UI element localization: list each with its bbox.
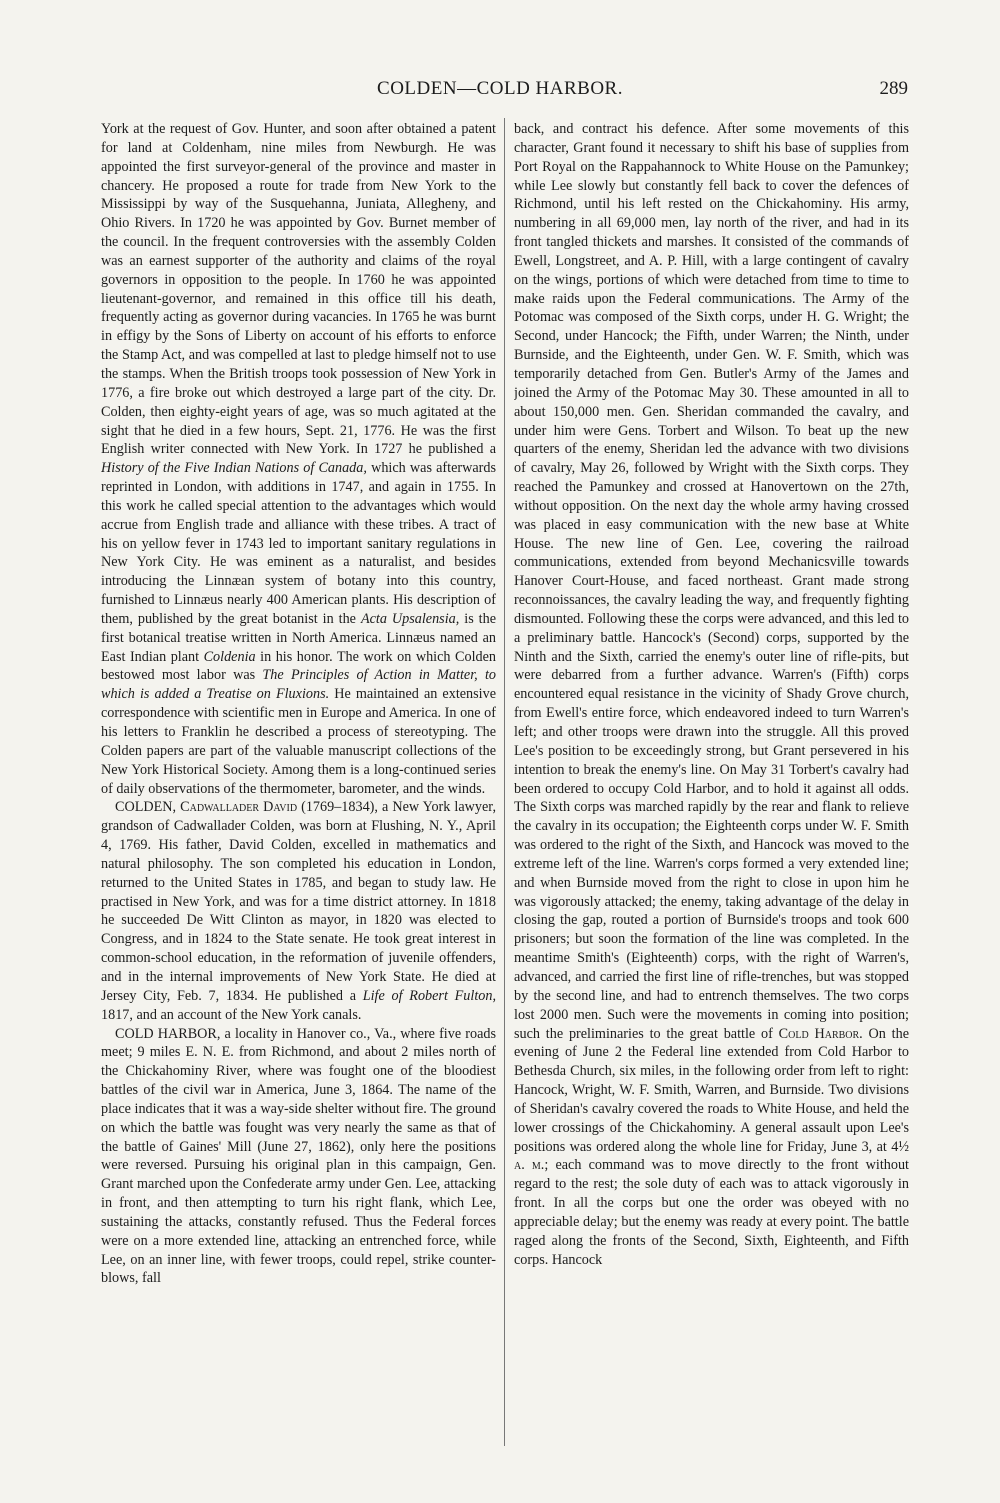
paragraph-text: back, and contract his defence. After some movements of this character, Grant found it necessary to shift his base of supplies from Port Royal on the Rappahannock to White House on the Pamunkey; while Lee slowly but constantly fell back to cover the defences of Richmond, until his left rested on the Chickahominy. His army, numbering in all 69,000 men, lay north of the river, and had in its front tangled thickets and marshes. It consisted of the commands of Ewell, Longstreet, and A. P. Hill, with a large contingent of cavalry on the wings, portions of which were detached from time to time to make raids upon the Federal communications. The Army of the Potomac was composed of the Sixth corps, under H. G. Wright; the Second, under Hancock; the Fifth, under Warren; the Ninth, under Burnside, and the Eighteenth, under Gen. W. F. Smith, which was temporarily detached from Gen. Butler's Army of the James and joined the Army of the Potomac May 30. These amounted in all to about 150,000 men. Gen. Sheridan commanded the cavalry, and under him were Gens. Torbert and Wilson. To beat up the new quarters of the enemy, Sheridan led the advance with two divisions of cavalry, May 26, followed by Wright with the Sixth corps. They reached the Pamunkey and crossed at Hanovertown on the 27th, without opposition. On the next day the whole army having crossed was placed in easy communication with the new base at White House. The new line of Gen. Lee, covering the railroad communications, extended from beyond Mechanicsville towards Hanover Court-House, and faced northeast. Grant made strong reconnoissances, the cavalry leading the way, and frequently fighting dismounted. Following these the corps were advanced, and this led to a preliminary battle. Hancock's (Second) corps, supported by the Ninth and the Sixth, carried the enemy's outer line of rifle-pits, but were debarred from a further advance. Warren's (Fifth) corps encountered equal resistance in the vicinity of Shady Grove church, from Ewell's entire force, which endeavored indeed to turn Warren's left; and other troops were drawn into the struggle. All this proved Lee's position to be exceedingly strong, but Grant persevered in his intention to break the enemy's line. On May 31 Torbert's cavalry had been ordered to occupy Cold Harbor, and to hold it against all odds. The Sixth corps was marched rapidly by the rear and flank to relieve the cavalry in its occupation; the Eighteenth corps under W. F. Smith was ordered to the right of the Sixth, and Hancock was moved to the extreme left of the line. Warren's corps formed a very extended line; and when Burnside moved from the right to close in upon him he was vigorously attacked; the enemy, taking advantage of the delay in closing the gap, routed a portion of Burnside's troops and took 600 prisoners; but soon the formation of the line was completed. In the meantime Smith's (Eighteenth) corps, with the right of Warren's, advanced, and carried the first line of rifle-trenches, but was stopped by the second line, and had to entrench themselves. The two corps lost 2000 men. Such were the movements in coming into position; such the preliminaries to the great battle of <box>514 121 909 1042</box>
time-abbreviation: a. m. <box>514 1157 545 1174</box>
right-column <box>514 120 909 1445</box>
left-column <box>101 120 496 1445</box>
paragraph-text: is the first botanical treatise written in North America. Linnæus named an East Indian plant <box>101 610 496 665</box>
paragraph-text: ; each command was to move directly to the front without regard to the rest; the sole duty of each was to attack vigorously in front. In all the corps but one the order was obeyed with no appreciable delay; but the enemy was ready at every point. The battle raged along the fronts of the Second, Sixth, Eighteenth, and Fifth corps. Hancock <box>514 1157 909 1268</box>
page-title: COLDEN—COLD HARBOR. <box>377 78 623 99</box>
book-title: History of the Five Indian Nations of Canada, <box>101 460 367 477</box>
paragraph-text: He maintained an extensive correspondence with scientific men in Europe and America. In one of his letters to Franklin he described a process of stereotyping. The Colden papers are part of the valuable manuscript collections of the New York Historical Society. Among them is a long-continued series of daily observations of the thermometer, barometer, and the winds. <box>101 686 496 797</box>
column-divider <box>504 118 505 1446</box>
book-title: Acta Upsalensia, <box>360 610 460 627</box>
paragraph-text: a locality in Hanover co., Va., where five roads meet; 9 miles E. N. E. from Richmond, and about 2 miles north of the Chickahominy River, where was fought one of the bloodiest battles of the civil war in America, June 3, 1864. The name of the place indicates that it was a way-side shelter without fire. The ground on which the battle was fought was very nearly the same as that of the battle of Gaines' Mill (June 27, 1862), only here the positions were reversed. Pursuing his original plan in this campaign, Gen. Grant marched upon the Confederate army under Gen. Lee, attacking in front, and then attempting to turn his right flank, which Lee, sustaining the attacks, constantly refused. Thus the Federal forces were on a more extended line, attacking an entrenched force, while Lee, on an inner line, with fewer troops, could repel, strike counter-blows, fall <box>101 1025 496 1287</box>
book-title: The Principles of Action in Matter, to which is added a Treatise on Fluxions. <box>101 667 496 703</box>
paragraph-text: 1817, and an account of the New York canals. <box>101 1006 362 1023</box>
plant-name: Coldenia <box>203 648 256 665</box>
paragraph-text: which was afterwards reprinted in London, with additions in 1747, and again in 1755. In this work he called special attention to the advantages which would accrue from English trade and alliance with these tribes. A tract of his on yellow fever in 1743 led to important sanitary regulations in New York City. He was eminent as a naturalist, and besides introducing the Linnæan system of botany into this country, furnished to Linnæus nearly 400 American plants. His description of them, published by the great botanist in the <box>101 460 496 627</box>
running-head <box>0 78 1000 104</box>
cold-harbor-continued-paragraph <box>514 120 909 1269</box>
paragraph-text: York at the request of Gov. Hunter, and soon after obtained a patent for land at Coldenham, nine miles from Newburgh. He was appointed the first surveyor-general of the province and master in chancery. He proposed a route for trade from New York to the Mississippi by way of the Susquehanna, Juniata, Allegheny, and Ohio Rivers. In 1720 he was appointed by Gov. Burnet member of the council. In the frequent controversies with the assembly Colden was an earnest supporter of the authority and claims of the royal governors in opposition to the people. In 1760 he was appointed lieutenant-governor, and remained in this office till his death, frequently acting as governor during vacancies. In 1765 he was burnt in effigy by the Sons of Liberty on account of his efforts to enforce the Stamp Act, and was compelled at last to pledge himself not to use the stamps. When the British troops took possession of New York in 1776, a fire broke out which destroyed a large part of the city. Dr. Colden, then eighty-eight years of age, was so much agitated at the sight that he died in a few hours, Sept. 21, 1776. He was the first English writer connected with New York. In 1727 he published a <box>101 121 496 458</box>
battle-name: Cold Harbor. <box>778 1025 863 1042</box>
paragraph-text: On the evening of June 2 the Federal line extended from Cold Harbor to Bethesda Church, six miles, in the following order from left to right: Hancock, Wright, W. F. Smith, Warren, and Burnside. Two divisions of Sheridan's cavalry covered the roads to White House, and held the lower crossings of the Chickahominy. A general assault upon Lee's positions was ordered along the whole line for Friday, June 3, at 4½ <box>514 1025 909 1155</box>
book-title: Life of Robert Fulton, <box>362 987 496 1004</box>
entry-headword: COLDEN, <box>115 799 177 816</box>
paragraph-text: (1769–1834), a New York lawyer, grandson of Cadwallader Colden, was born at Flushing, N. Y., April 4, 1769. His father, David Colden, excelled in mathematics and natural philosophy. The son completed his education in London, returned to the United States in 1785, and began to study law. He practised in New York, and was for a time district attorney. In 1818 he succeeded De Witt Clinton as mayor, in 1820 was elected to Congress, and in 1824 to the State senate. He took great interest in common-school education, in the reformation of juvenile offenders, and in the internal improvements of New York State. He died at Jersey City, Feb. 7, 1834. He published a <box>101 799 496 1004</box>
entry-subhead: Cadwallader David <box>180 799 298 816</box>
paragraph-text: in his honor. The work on which Colden bestowed most labor was <box>101 648 496 684</box>
entry-headword: COLD HARBOR, <box>115 1025 221 1042</box>
colden-continued-paragraph <box>101 120 496 798</box>
cold-harbor-entry <box>101 1025 496 1289</box>
page-number: 289 <box>879 78 908 99</box>
colden-david-entry <box>101 798 496 1024</box>
